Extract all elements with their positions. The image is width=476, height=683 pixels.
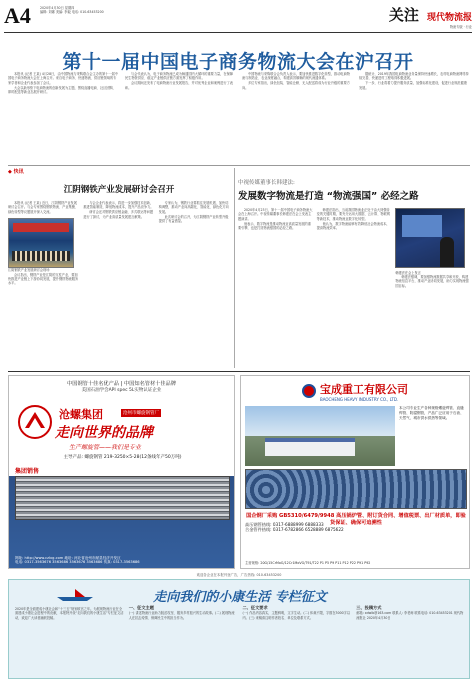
article-column [238, 208, 313, 289]
page-header-right [332, 4, 472, 32]
article-paragraph: 本报讯 (记者 王某) 近日，江阴钢铁产业发展研讨会召开。与会专家围绕钢铁物流、产业集聚、绿色转型等议题展开深入交流。 [8, 201, 79, 214]
boat-icon [55, 588, 95, 602]
article-column [83, 201, 154, 381]
lead-paragraph: 会议期间还发布了电商物流行业发展报告，并对优秀企业和案例进行了表彰。 [125, 81, 233, 90]
paper-name: 现代物流报 [426, 13, 472, 23]
article-digital-logistics [238, 168, 470, 368]
article-paragraph: 2020年4月23日，第十一届中国电子商务物流大会在上海召开。中视传媒董事长韩建法在会上发表主题演讲。 [238, 208, 313, 221]
lead-paragraph: 据统计，2019年我国电商物流业务量保持快速增长，农村电商物流网络持续完善，快递进村工程取得积极进展。 [359, 72, 469, 81]
article-title: 发展数字物流是打造 “物流强国” 必经之路 [238, 191, 419, 202]
factory-photo [245, 406, 395, 466]
ad-heading [241, 380, 469, 402]
article-kicker: ◆ 快讯 [8, 169, 24, 175]
photo-attendees [12, 251, 70, 261]
essay-column-title: 一、征文主题 [128, 605, 154, 610]
lead-body [8, 72, 470, 162]
ad-notice: 欢迎各企业在本报刊登广告，广告热线: 010-63453200 [196, 573, 282, 577]
company-name-en: BAOCHENG HEAVY INDUSTRY CO., LTD. [320, 396, 399, 402]
lead-paragraph: 大会以新形势下电商物流的创新发展为主题，围绕直播电商、社区团购、即时配送等新业态展开研讨。 [8, 85, 116, 95]
article-paragraph: 韩建法指出，当前我国物流业正处于由大到强转变的关键时期，要充分运用大数据、云计算、物联网等新技术，推动物流业数字化转型。 [316, 208, 390, 221]
ad-certification: 美国石油学会API spec 5L实物认证企业 [81, 388, 162, 393]
ad-footer: 主营规格: 20G/15CrMoG/12Cr1MoVG/T91/T22 P1 P5 P9 P11 P12 P22 P91 P92 [245, 561, 371, 565]
photo-caption: 江阴钢铁产业发展研讨会现场 [8, 268, 50, 273]
steel-coils-photo [245, 469, 467, 509]
essay-call-panel [8, 579, 470, 679]
company-name: 沧螺集团 [59, 408, 103, 421]
article-paragraph: 他表示，数字物流是推动物流业高质量发展的重要引擎，也是打造物流强国的必经之路。 [238, 221, 311, 231]
essay-column [129, 606, 238, 676]
article-paragraph: 会议指出，钢铁产业是江阴的支柱产业，要加快推进产业链上下游协同发展，提升钢铁物流服务水平。 [8, 272, 79, 286]
article-column-photo [395, 208, 470, 289]
lead-paragraph: 下一步，行业将着力提升服务质量，加强标准化建设，促进行业规范健康发展。 [359, 81, 467, 90]
photo-caption: 韩建法在会上发言 [395, 271, 421, 275]
lead-column [359, 72, 470, 162]
lead-column [8, 72, 119, 162]
lead-paragraph: 本报讯 (记者 王某) 4月28日，由中国物流与采购联合会主办的第十一届中国电子商务物流大会在上海召开。来自电子商务、快递物流、供应链领域的专家学者和企业代表参加了会议。 [8, 72, 119, 85]
section-rule [8, 371, 470, 372]
essay-column-title: 二、征文要求 [242, 605, 268, 610]
ad-description: 本公司专业生产各种规格螺旋焊管、直缝焊管、防腐钢管，产品广泛应用于石油、天然气、城市供水供热等领域。 [399, 406, 464, 420]
ad-hotline: 合金管件热线: 0317-6782866 6528889 6875622 [245, 527, 344, 533]
lead-paragraph: 与会代表认为，电子商务物流已成为畅通国内大循环的重要力量，在保障民生物资供应、稳定产业链供应链方面发挥了积极作用。 [125, 72, 233, 81]
header-rule [4, 32, 472, 33]
essay-column-title: 三、投稿方式 [356, 605, 382, 610]
lead-headline: 第十一届中国电子商务物流大会在沪召开 [62, 51, 414, 73]
lead-paragraph: 中国物流与采购联合会负责人表示，要加快推进数字化转型，推动电商物流与制造业、农业深度融合，构建高效顺畅的现代流通体系。 [242, 72, 350, 81]
article-column [8, 201, 79, 381]
ad-hotlines [245, 522, 467, 533]
ad-contact-line: 电话: 0317-3563676 3563686 3563676 3563686 传真: 0317-3563686 [15, 560, 140, 565]
company-tag: 沧州市螺旋钢管厂 [123, 411, 159, 416]
advertisement-baocheng [240, 375, 470, 569]
lead-column [125, 72, 236, 162]
ad-honors: 中国钢管十佳名优产品 | 中国知名管材十佳品牌 [67, 381, 176, 387]
photo-screen [402, 215, 442, 237]
column-divider [234, 168, 235, 368]
lead-column [242, 72, 353, 162]
factory-building [265, 438, 355, 456]
ad-contact [15, 556, 230, 565]
speaker-photo [395, 208, 465, 268]
company-name: 宝成重工有限公司 [320, 382, 408, 396]
essay-column [15, 606, 124, 676]
article-paragraph: 与会企业代表表示，将进一步加强技术创新，推进智能制造，降低物流成本，提升产品竞争力。 [83, 201, 154, 210]
ad-tagline: 生产螺旋管——我们是专业 [69, 444, 142, 451]
essay-column-text: (一) 讲述物流行业助力脱贫攻坚、服务乡村振兴的生动故事。(二) 展现物流人在抗击疫情、保障民生中的担当作为。 [128, 611, 235, 620]
article-paragraph: 专家认为，钢铁行业要抓住发展机遇，加快结构调整，推动产业向高端化、智能化、绿色化方向发展。 [158, 201, 229, 214]
article-column [159, 201, 230, 381]
pipes-photo [15, 476, 230, 520]
essay-column-text: 邮箱: xdwlb@163.com 联系人: 李老师 联系电话: 010-63453201 现代物流报社 2020年4月30日 [356, 611, 464, 620]
ad-slogan: 走向世界的品牌 [55, 425, 153, 441]
ad-products: 主导产品: 螺旋钢管 219-3250×5-28(12条线年产50万吨) [63, 455, 182, 460]
article-paragraph: 他认为，数字物流能够有效降低社会物流成本，提高物流效率。 [316, 221, 390, 231]
article-body [8, 201, 230, 381]
advertisement-canglu [8, 375, 235, 569]
essay-call-body [15, 606, 465, 676]
article-title: 江阴钢铁产业发展研讨会召开 [63, 185, 175, 195]
essay-column-text: 2020年是全面建成小康社会和“十三五”规划收官之年。为展现物流行业在全面建成小康社会进程中的贡献，本报特开设“走向我们的小康生活”专栏征文活动，欢迎广大读者踊跃投稿。 [15, 607, 124, 620]
photo-speaker [440, 237, 454, 267]
article-body [238, 208, 470, 289]
essay-column [243, 606, 352, 676]
ad-contact-line: 网址: http://www.czlxg.com 地址: 河北省沧州市献县经济开发区 [15, 555, 121, 560]
article-jiangyin-steel [8, 168, 230, 368]
article-subtitle: 中视传媒董事长韩建法: [238, 180, 295, 186]
essay-column-text: (一) 作品内容真实，主题鲜明，文字生动。(二) 体裁不限，字数在3000字以内。(三) 来稿请注明作者姓名、单位及联系方式。 [242, 611, 351, 620]
issue-editors: 编辑: 刘娜 美编: 李毅 电话: 010-63453200 [40, 10, 104, 15]
article-paragraph: 韩建法强调，要加强物流数据共享和开放，构建物流信息平台，推动产业协同发展，助力实现物流强国目标。 [395, 275, 469, 288]
article-paragraph: 此次研讨会的召开，为江阴钢铁产业转型升级提供了有益借鉴。 [158, 214, 229, 224]
page-number: A4 [4, 3, 31, 28]
photo-banner [13, 223, 69, 232]
essay-column [356, 606, 465, 676]
lead-rule [8, 165, 470, 166]
essay-call-title: 走向我们的小康生活 专栏征文 [153, 590, 327, 605]
ad-hotline: 高压钢管热线: 0317-6888999 6888333 [245, 522, 324, 527]
article-column [317, 208, 392, 289]
article-paragraph: 研讨会还对钢铁供应链金融、多式联运等问题进行了探讨，为产业高质量发展建言献策。 [83, 210, 154, 219]
company-logo-icon [17, 404, 53, 440]
conference-photo [8, 218, 74, 268]
section-name: 关注 [388, 6, 419, 24]
lead-paragraph: 多位专家指出，绿色包装、智能仓储、无人配送将成为行业升级的重要方向。 [242, 81, 350, 90]
ad-slogan: 国企钢厂采购 GB5310/6479/9948 高压锅炉管、附订货合同、增值税票、出厂材质单，即验货保证、确保可追溯性 [246, 513, 466, 526]
ad-brand: 集团销售 [15, 468, 40, 475]
company-logo-icon [302, 384, 316, 398]
paper-subtitle: 物流专版 · 行业 [449, 25, 472, 29]
issue-meta [40, 6, 160, 15]
issue-date: 2020年4月30日 星期四 [40, 6, 75, 10]
